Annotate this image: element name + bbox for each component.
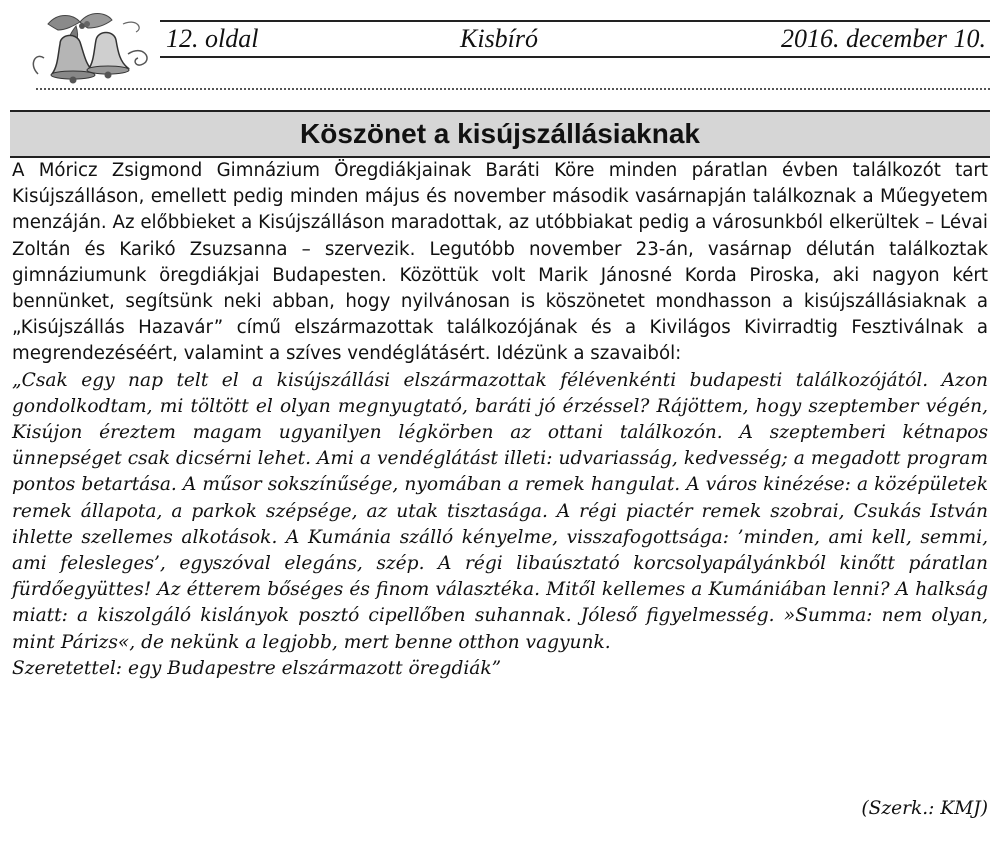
dotted-divider	[36, 88, 990, 90]
article-title: Köszönet a kisújszállásiaknak	[300, 118, 700, 149]
article-body	[12, 158, 988, 682]
page-number: 12. oldal	[166, 24, 259, 53]
article-quote: „Csak egy nap telt el a kisújszállási elszármazottak félévenkénti budapesti találkozójától. Azon gondolkodtam, mi töltött el olyan megnyugtató, baráti jó érzéssel? Rájöttem, hogy szeptember végén, Kisújon éreztem magam ugyanilyen légkörben az ottani találkozón. A szeptemberi kétnapos ünnepséget csak dicsérni lehet. Ami a vendéglátást illeti: udvariasság, kedvesség; a megadott program pontos betartása. A műsor sokszínűsége, nyomában a remek hangulat. A város kinézése: a középületek remek állapota, a parkok szépsége, az utak tisztasága. A régi piactér remek szobrai, Csukás István ihlette szellemes alkotások. A Kumánia szálló kényelme, visszafogottsága: ’minden, ami kell, semmi, ami felesleges’, egyszóval elegáns, szép. A régi libaúsztató korcsolyapályánkból kinőtt páratlan fürdőegyüttes! Az étterem bőséges és finom választéka. Mitől kellemes a Kumániában lenni? A halkság miatt: a kiszolgáló kislányok posztó cipellőben suhannak. Jóleső figyelmesség. »Summa: nem olyan, mint Párizs«, de nekünk a legjobb, mert benne otthon vagyunk.	[12, 369, 988, 653]
editor-credit: (Szerk.: KMJ)	[861, 798, 988, 819]
page-header	[160, 20, 990, 58]
bells-logo	[18, 4, 168, 90]
quote-signature: Szeretettel: egy Budapestre elszármazott öregdiák”	[12, 657, 502, 679]
newspaper-name: Kisbíró	[460, 24, 539, 53]
bells-icon	[18, 4, 168, 90]
article-title-bar	[10, 110, 990, 158]
issue-date: 2016. december 10.	[780, 24, 986, 53]
article-intro: A Móricz Zsigmond Gimnázium Öregdiákjainak Baráti Köre minden páratlan évben találkozót tart Kisújszálláson, emellett pedig minden május és november második vasárnapján találkoznak a Műegyetem menzáján. Az előbbieket a Kisújszálláson maradottak, az utóbbiakat pedig a városunkból elkerültek – Lévai Zoltán és Karikó Zsuzsanna – szervezik. Legutóbb november 23-án, vasárnap délután találkoztak gimnáziumunk öregdiákjai Budapesten. Közöttük volt Marik Jánosné Korda Piroska, aki nagyon kért bennünket, segítsünk neki abban, hogy nyilvánosan is köszönetet mondhasson a kisújszállásiaknak a „Kisújszállás Hazavár” című elszármazottak találkozójának és a Kivilágos Kivirradtig Fesztiválnak a megrendezéséért, valamint a szíves vendéglátásért. Idézünk a szavaiból:	[12, 160, 988, 365]
